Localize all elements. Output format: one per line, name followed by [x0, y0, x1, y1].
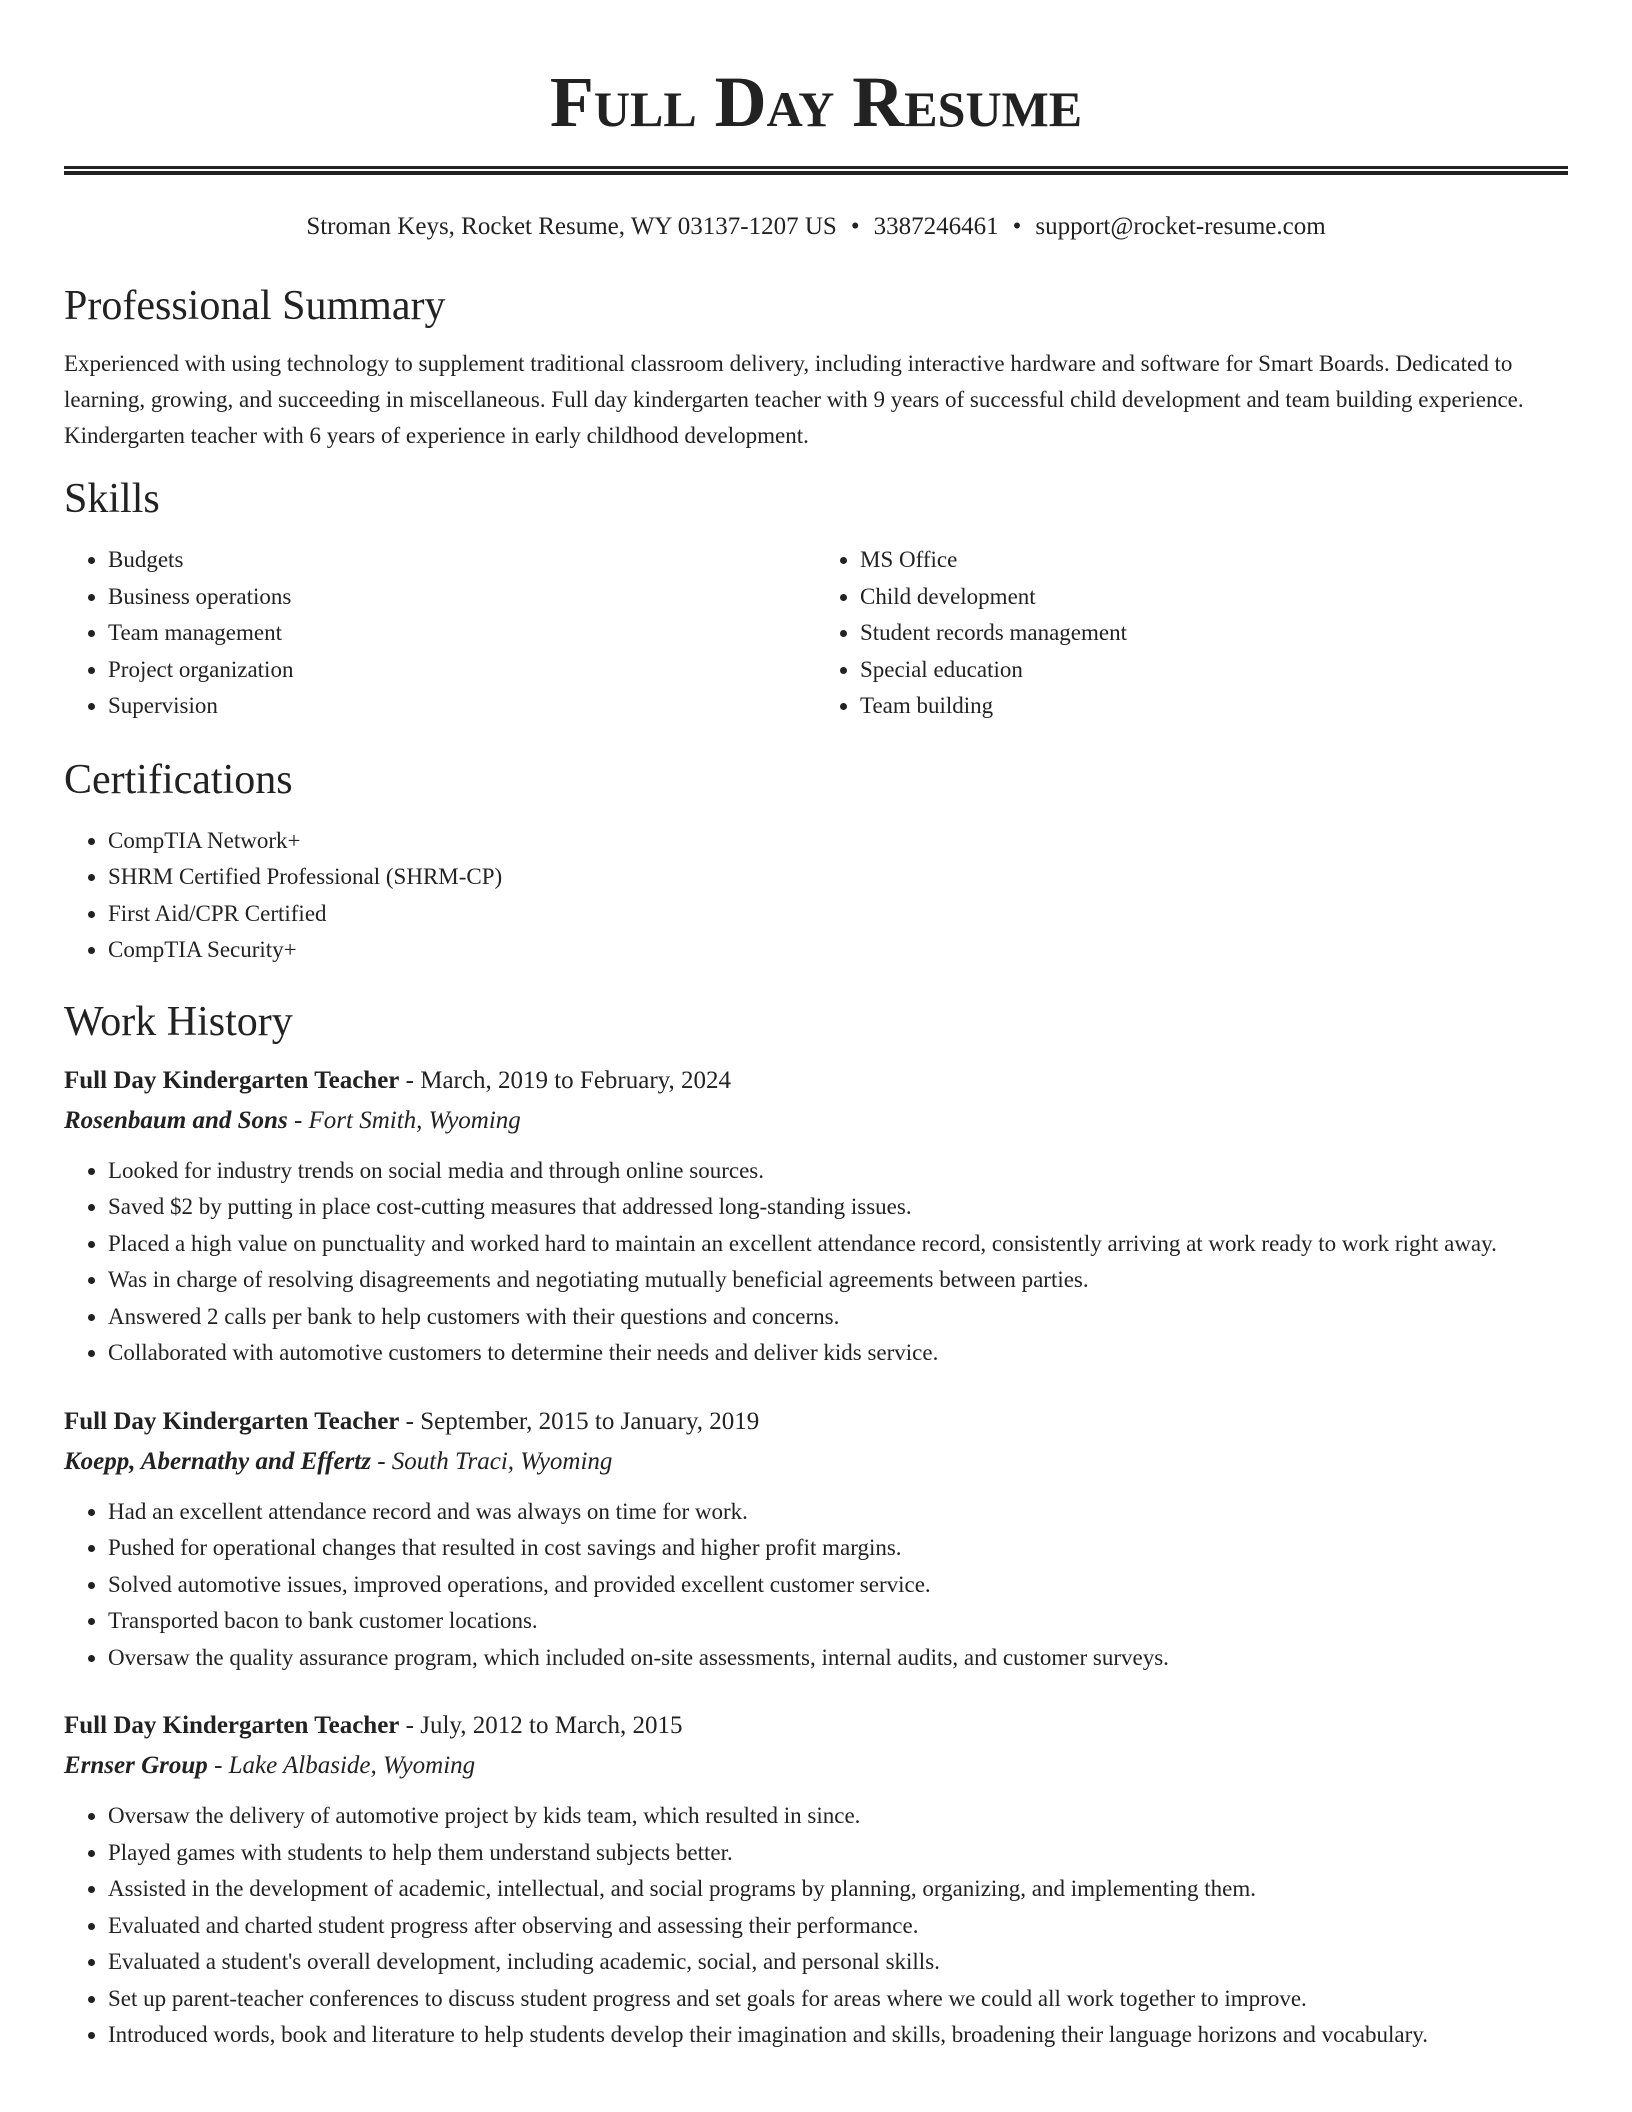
job-dates: - March, 2019 to February, 2024	[399, 1066, 732, 1094]
skill-item: • Business operations	[108, 579, 816, 616]
skill-item: • Project organization	[108, 652, 816, 689]
job-bullet: • Looked for industry trends on social media and through online sources.	[108, 1153, 1568, 1190]
contact-separator: •	[850, 213, 860, 240]
contact-line	[64, 210, 1568, 244]
job-bullet: • Evaluated and charted student progress after observing and assessing their performance.	[108, 1908, 1568, 1945]
company-location: - Fort Smith, Wyoming	[287, 1106, 521, 1134]
job-bullet: • Answered 2 calls per bank to help customers with their questions and concerns.	[108, 1299, 1568, 1336]
skills-columns	[64, 542, 1568, 725]
skill-item: • Student records management	[860, 615, 1568, 652]
company-location: - Lake Albaside, Wyoming	[207, 1752, 476, 1779]
certification-item: • SHRM Certified Professional (SHRM-CP)	[108, 859, 1568, 896]
job-bullet: • Introduced words, book and literature to help students develop their imagination and skills, broadening their language horizons and vocabulary.	[108, 2017, 1568, 2054]
job-bullet: • Evaluated a student's overall development, including academic, social, and personal skills.	[108, 1944, 1568, 1981]
contact-separator: •	[1012, 213, 1022, 240]
job-bullet: • Placed a high value on punctuality and worked hard to maintain an excellent attendance record, consistently arriving at work ready to work right away.	[108, 1226, 1568, 1263]
job-bullets	[64, 1153, 1568, 1372]
job-title: Full Day Kindergarten Teacher	[64, 1712, 400, 1739]
contact-email: support@rocket-resume.com	[1035, 213, 1326, 240]
summary-heading: Professional Summary	[64, 283, 446, 329]
job-bullets	[64, 1798, 1568, 2054]
certification-item: • CompTIA Network+	[108, 823, 1568, 860]
job-bullet: • Saved $2 by putting in place cost-cutting measures that addressed long-standing issues.	[108, 1189, 1568, 1226]
company-line	[64, 1746, 1568, 1786]
certification-item: • CompTIA Security+	[108, 932, 1568, 969]
company-line	[64, 1442, 1568, 1482]
job-bullet: • Played games with students to help them understand subjects better.	[108, 1835, 1568, 1872]
skills-list-left	[64, 542, 816, 725]
job-bullet: • Solved automotive issues, improved operations, and provided excellent customer service.	[108, 1567, 1568, 1604]
skill-item: • Team building	[860, 688, 1568, 725]
certifications-list	[64, 823, 1568, 969]
company-name: Ernser Group	[64, 1752, 208, 1779]
job-title-line	[64, 1061, 1568, 1101]
work-history-heading: Work History	[64, 998, 293, 1045]
skill-item: • Team management	[108, 615, 816, 652]
contact-address: Stroman Keys, Rocket Resume, WY 03137-1207 US	[306, 213, 837, 240]
job-bullet: • Set up parent-teacher conferences to discuss student progress and set goals for areas where we could all work together to improve.	[108, 1981, 1568, 2018]
job-title-line	[64, 1706, 1568, 1746]
job-entry	[64, 1061, 1568, 1372]
skill-item: • MS Office	[860, 542, 1568, 579]
skill-item: • Supervision	[108, 688, 816, 725]
contact-phone: 3387246461	[873, 213, 999, 240]
resume-title: Full Day Resume	[549, 62, 1083, 142]
job-dates: - September, 2015 to January, 2019	[399, 1407, 760, 1435]
company-name: Koepp, Abernathy and Effertz	[64, 1447, 371, 1475]
skills-heading: Skills	[64, 476, 160, 522]
company-line	[64, 1101, 1568, 1141]
job-entry	[64, 1402, 1568, 1677]
certification-item: • First Aid/CPR Certified	[108, 896, 1568, 933]
skills-list-right	[816, 542, 1568, 725]
job-bullet: • Had an excellent attendance record and was always on time for work.	[108, 1494, 1568, 1531]
skill-item: • Child development	[860, 579, 1568, 616]
job-bullet: • Collaborated with automotive customers to determine their needs and deliver kids service.	[108, 1335, 1568, 1372]
skill-item: • Special education	[860, 652, 1568, 689]
job-title: Full Day Kindergarten Teacher	[64, 1066, 400, 1094]
job-dates: - July, 2012 to March, 2015	[399, 1712, 683, 1739]
summary-text: Experienced with using technology to supplement traditional classroom delivery, including interactive hardware and software for Smart Boards. Dedicated to learning, growing, and succeeding in miscellaneous. Full day kindergarten teacher with 9 years of successful child development and team building experience. Kindergarten teacher with 6 years of experience in early childhood development.	[64, 351, 1524, 448]
company-name: Rosenbaum and Sons	[64, 1106, 288, 1134]
skill-item: • Budgets	[108, 542, 816, 579]
certifications-heading: Certifications	[64, 756, 293, 803]
company-location: - South Traci, Wyoming	[370, 1447, 613, 1475]
job-bullet: • Oversaw the delivery of automotive project by kids team, which resulted in since.	[108, 1798, 1568, 1835]
job-bullet: • Was in charge of resolving disagreements and negotiating mutually beneficial agreements between parties.	[108, 1262, 1568, 1299]
job-title: Full Day Kindergarten Teacher	[64, 1407, 400, 1435]
job-bullet: • Transported bacon to bank customer locations.	[108, 1603, 1568, 1640]
job-bullet: • Assisted in the development of academic, intellectual, and social programs by planning, organizing, and implementing them.	[108, 1871, 1568, 1908]
job-title-line	[64, 1402, 1568, 1442]
title-divider	[64, 166, 1568, 175]
job-bullet: • Pushed for operational changes that resulted in cost savings and higher profit margins.	[108, 1530, 1568, 1567]
job-entry	[64, 1706, 1568, 2054]
job-bullet: • Oversaw the quality assurance program, which included on-site assessments, internal audits, and customer surveys.	[108, 1640, 1568, 1677]
job-bullets	[64, 1494, 1568, 1677]
